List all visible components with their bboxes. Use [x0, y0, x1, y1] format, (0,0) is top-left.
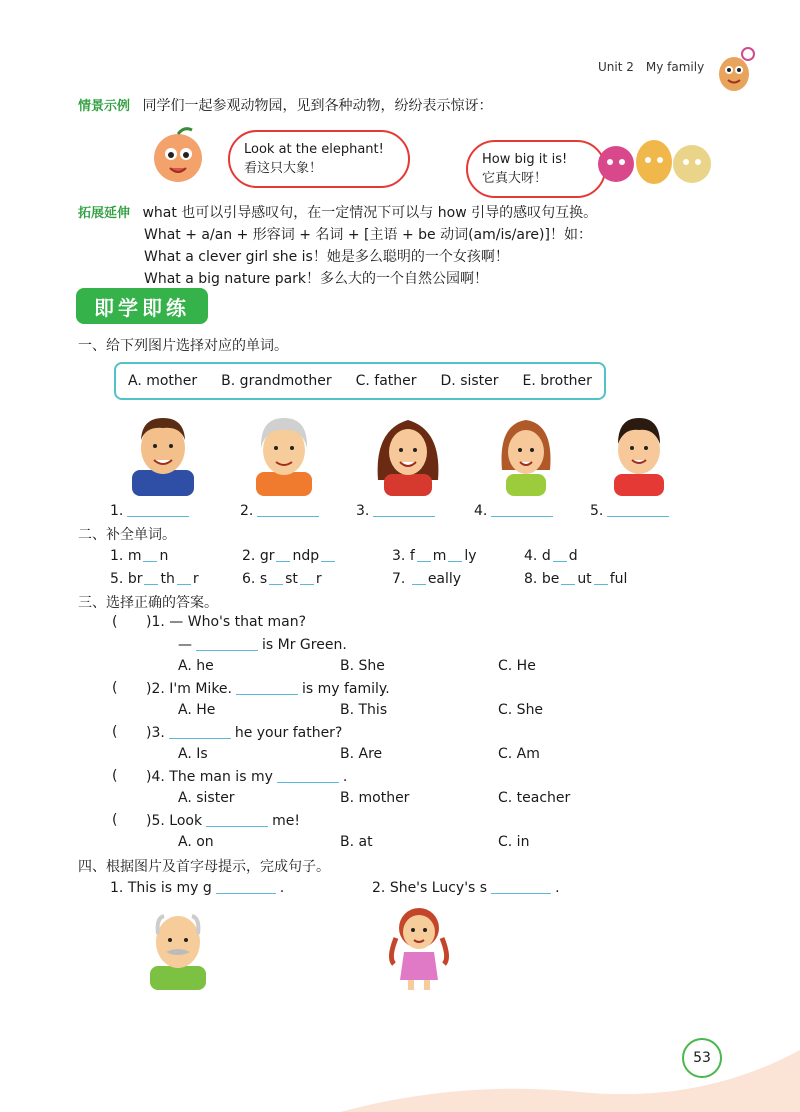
section3-title: 三、选择正确的答案。: [78, 595, 218, 611]
q2-blank[interactable]: [236, 680, 298, 695]
scene-example: [78, 95, 492, 115]
word-fill-3-part-b: m: [432, 548, 447, 564]
q1-option-c[interactable]: C. He: [498, 658, 536, 674]
q4-paren: (: [112, 768, 118, 784]
word-fill-6-number: 6.: [242, 571, 256, 587]
q4-blank[interactable]: [277, 768, 339, 783]
word-option-c: C. father: [355, 373, 417, 389]
word-fill-6: [242, 570, 322, 587]
q4-question: [146, 768, 347, 785]
word-fill-8-part-b: ut: [577, 571, 592, 587]
q5-option-b[interactable]: B. at: [340, 834, 373, 850]
answer-1: [110, 502, 193, 519]
q5-number: )5.: [146, 813, 165, 829]
word-fill-8: [524, 570, 627, 587]
decorative-wave: [340, 1040, 800, 1112]
word-fill-2-blank-1[interactable]: [276, 547, 290, 562]
q1-option-a[interactable]: A. he: [178, 658, 214, 674]
answer-5: [590, 502, 673, 519]
word-fill-8-number: 8.: [524, 571, 538, 587]
q1-dash: —: [178, 637, 192, 653]
word-fill-8-blank-1[interactable]: [561, 570, 575, 585]
sentence-2-text: She's Lucy's s: [389, 880, 488, 896]
word-fill-6-blank-1[interactable]: [269, 570, 283, 585]
q5-option-c[interactable]: C. in: [498, 834, 530, 850]
word-fill-3: [392, 547, 477, 564]
brother-portrait-icon: [604, 410, 674, 496]
bubble2-english: How big it is!: [482, 152, 568, 167]
word-fill-6-part-c: r: [315, 571, 322, 587]
q2-question: [146, 680, 390, 697]
word-fill-3-part-c: ly: [464, 548, 477, 564]
q4-option-b[interactable]: B. mother: [340, 790, 410, 806]
q5-question: [146, 812, 300, 829]
scene-tag: 情景示例: [78, 99, 131, 114]
word-fill-6-blank-2[interactable]: [300, 570, 314, 585]
q3-paren: (: [112, 724, 118, 740]
sentence-1: [110, 879, 284, 896]
q1-number: )1.: [146, 614, 165, 630]
q4-text-post: .: [342, 769, 348, 785]
word-fill-1-number: 1.: [110, 548, 124, 564]
q3-question: [146, 724, 342, 741]
answer-3: [356, 502, 439, 519]
q5-paren: (: [112, 812, 118, 828]
answer-2: [240, 502, 323, 519]
q1-answer-line: [178, 636, 347, 653]
q4-number: )4.: [146, 769, 165, 785]
answer-5-number: 5.: [590, 503, 604, 519]
extension-line-1: [78, 202, 597, 222]
q5-text-post: me!: [272, 813, 300, 829]
q4-text-pre: The man is my: [169, 769, 273, 785]
q1-paren: (: [112, 614, 118, 630]
grandfather-portrait-icon: [140, 904, 216, 990]
q1-blank[interactable]: [196, 636, 258, 651]
answer-4: [474, 502, 557, 519]
peach-character-icon: [140, 124, 216, 186]
word-fill-4-number: 4.: [524, 548, 538, 564]
father-portrait-icon: [122, 410, 204, 496]
word-fill-1-part-b: n: [159, 548, 169, 564]
q2-option-c[interactable]: C. She: [498, 702, 544, 718]
q2-paren: (: [112, 680, 118, 696]
answer-2-number: 2.: [240, 503, 254, 519]
word-fill-4-part-a: d: [541, 548, 551, 564]
q1-question: [146, 614, 306, 630]
word-fill-1-part-a: m: [127, 548, 142, 564]
q2-option-b[interactable]: B. This: [340, 702, 388, 718]
q3-option-c[interactable]: C. Am: [498, 746, 540, 762]
q5-option-a[interactable]: A. on: [178, 834, 214, 850]
answer-3-blank[interactable]: [373, 502, 435, 517]
extension-text-1: what 也可以引导感叹句，在一定情况下可以与 how 引导的感叹句互换。: [142, 205, 598, 221]
q5-blank[interactable]: [206, 812, 268, 827]
extension-tag: 拓展延伸: [78, 206, 131, 221]
q3-option-b[interactable]: B. Are: [340, 746, 383, 762]
bubble2-chinese: 它真大呀！: [482, 171, 548, 186]
word-fill-4-part-b: d: [568, 548, 578, 564]
answer-1-blank[interactable]: [127, 502, 189, 517]
answer-3-number: 3.: [356, 503, 370, 519]
sister-portrait-icon: [494, 410, 558, 496]
q2-number: )2.: [146, 681, 165, 697]
word-fill-3-blank-1[interactable]: [417, 547, 431, 562]
word-fill-1-blank[interactable]: [143, 547, 157, 562]
q3-number: )3.: [146, 725, 165, 741]
section2-title: 二、补全单词。: [78, 527, 176, 543]
word-fill-3-part-a: f: [409, 548, 415, 564]
word-fill-1: [110, 547, 168, 564]
word-option-d: D. sister: [440, 373, 499, 389]
word-fill-5-blank-1[interactable]: [144, 570, 158, 585]
unit-label: Unit 2: [598, 60, 634, 74]
q1-text: — Who's that man?: [169, 614, 307, 630]
sentence-1-blank[interactable]: [216, 879, 276, 894]
answer-1-number: 1.: [110, 503, 124, 519]
word-option-b: B. grandmother: [221, 373, 332, 389]
q2-option-a[interactable]: A. He: [178, 702, 216, 718]
bubble1-english: Look at the elephant!: [244, 142, 384, 157]
speech-bubble-1: [228, 130, 410, 188]
word-fill-5-part-b: th: [160, 571, 175, 587]
sentence-2-number: 2.: [372, 880, 386, 896]
mascot-icon: [712, 44, 756, 94]
extension-text-3: What a clever girl she is！她是多么聪明的一个女孩啊！: [144, 249, 509, 265]
sentence-2-end: .: [555, 880, 560, 896]
grandmother-portrait-icon: [246, 410, 322, 496]
sentence-1-number: 1.: [110, 880, 124, 896]
sentence-1-end: .: [279, 880, 285, 896]
word-fill-6-part-a: s: [259, 571, 268, 587]
word-fill-5-part-c: r: [192, 571, 199, 587]
mother-portrait-icon: [368, 410, 448, 496]
q5-text-pre: Look: [169, 813, 203, 829]
q2-text-pre: I'm Mike.: [169, 681, 232, 697]
unit-header: [598, 60, 704, 74]
word-fill-4: [524, 547, 578, 564]
extension-text-2: What + a/an + 形容词 + 名词 + [主语 + be 动词(am/is/are)]！如：: [144, 227, 592, 243]
bubble1-chinese: 看这只大象！: [244, 161, 323, 176]
q3-text-post: he your father?: [234, 725, 343, 741]
girl-lucy-sister-icon: [384, 898, 454, 994]
word-fill-5-number: 5.: [110, 571, 124, 587]
q1-text-2: is Mr Green.: [262, 637, 347, 653]
word-fill-5-blank-2[interactable]: [177, 570, 191, 585]
word-bank: [114, 362, 606, 400]
word-fill-8-part-a: be: [541, 571, 560, 587]
q4-option-a[interactable]: A. sister: [178, 790, 235, 806]
page-number: 53: [682, 1038, 722, 1078]
word-fill-2: [242, 547, 337, 564]
speech-bubble-2: [466, 140, 606, 198]
word-fill-3-number: 3.: [392, 548, 406, 564]
sentence-2-blank[interactable]: [491, 879, 551, 894]
word-option-e: E. brother: [522, 373, 592, 389]
answer-5-blank[interactable]: [607, 502, 669, 517]
word-fill-2-part-b: ndp: [292, 548, 320, 564]
word-fill-3-blank-2[interactable]: [448, 547, 462, 562]
q1-answer-slot[interactable]: [124, 614, 138, 628]
sentence-1-text: This is my g: [127, 880, 212, 896]
word-option-a: A. mother: [128, 373, 198, 389]
answer-4-number: 4.: [474, 503, 488, 519]
word-fill-7-blank[interactable]: [412, 570, 426, 585]
word-fill-5: [110, 570, 199, 587]
word-fill-2-part-a: gr: [259, 548, 275, 564]
word-fill-4-blank[interactable]: [553, 547, 567, 562]
word-fill-2-number: 2.: [242, 548, 256, 564]
q4-option-c[interactable]: C. teacher: [498, 790, 571, 806]
fruit-characters-icon: [594, 132, 716, 190]
section1-title: 一、给下列图片选择对应的单词。: [78, 338, 288, 354]
extension-text-4: What a big nature park！多么大的一个自然公园啊！: [144, 271, 489, 287]
section4-title: 四、根据图片及首字母提示，完成句子。: [78, 859, 330, 875]
q3-blank[interactable]: [169, 724, 231, 739]
practice-banner: 即学即练: [76, 288, 208, 324]
q3-option-a[interactable]: A. Is: [178, 746, 208, 762]
word-fill-7-number: 7.: [392, 571, 406, 587]
answer-2-blank[interactable]: [257, 502, 319, 517]
q1-option-b[interactable]: B. She: [340, 658, 385, 674]
word-fill-2-blank-2[interactable]: [321, 547, 335, 562]
answer-4-blank[interactable]: [491, 502, 553, 517]
unit-title: My family: [645, 60, 705, 74]
word-fill-7-part-b: eally: [427, 571, 462, 587]
word-fill-8-part-c: ful: [609, 571, 628, 587]
word-fill-7: [392, 570, 461, 587]
sentence-2: [372, 879, 560, 896]
q2-text-post: is my family.: [302, 681, 390, 697]
scene-text: 同学们一起参观动物园，见到各种动物，纷纷表示惊讶：: [142, 98, 493, 114]
word-fill-6-part-b: st: [285, 571, 298, 587]
word-fill-8-blank-2[interactable]: [594, 570, 608, 585]
word-fill-5-part-a: br: [127, 571, 143, 587]
